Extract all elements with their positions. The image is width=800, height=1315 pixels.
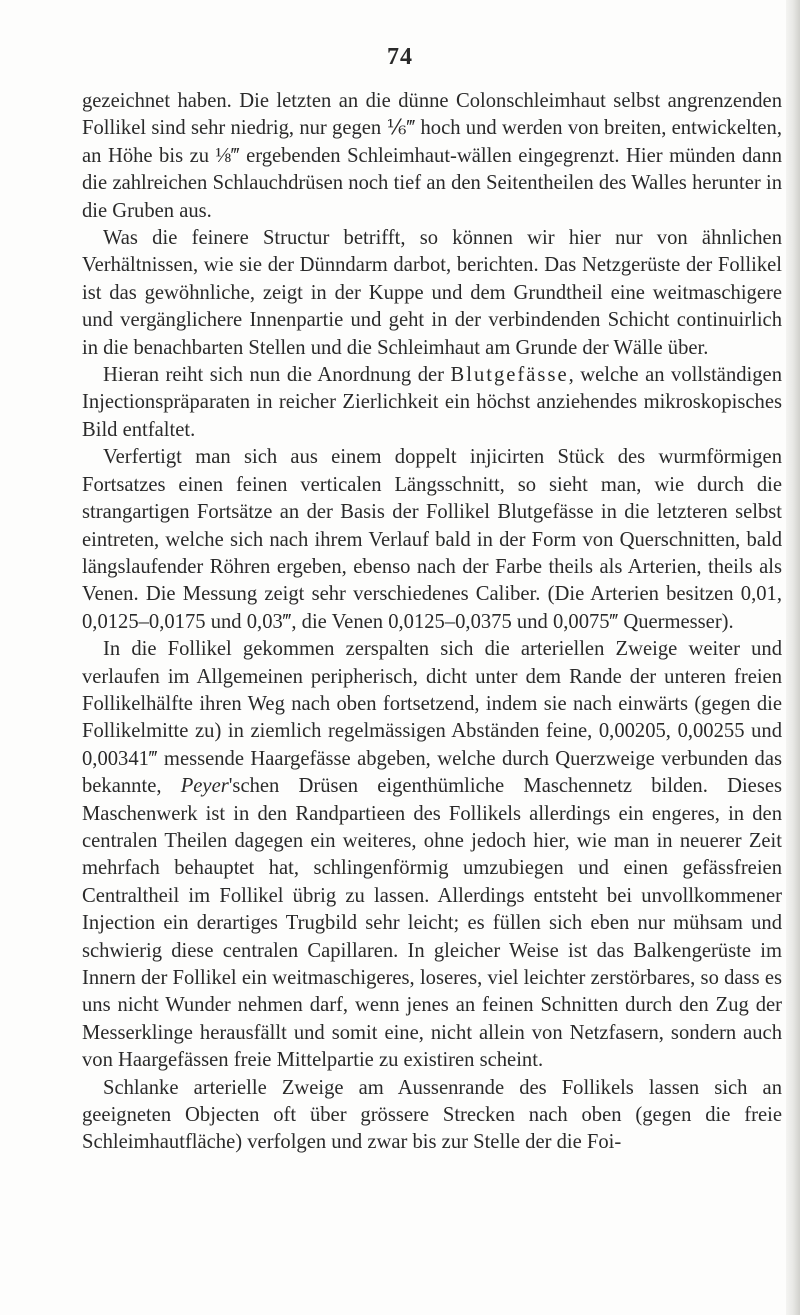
name-peyer: Peyer xyxy=(180,775,229,798)
paragraph-2: Was die feinere Structur betrifft, so können wir hier nur von ähnlichen Verhältnissen, wie sie der Dünndarm darbot, berichten. Das Netzgerüste der Follikel ist das gewöhnliche, zeigt in der Kuppe und dem Grundtheil eine weitmaschigere und vergänglichere Innenpartie und geht in der verbindenden Schicht continuirlich in die benachbarten Stellen und die Schleimhaut am Grunde der Wälle über. xyxy=(82,227,782,359)
paragraph-3 xyxy=(82,362,782,444)
paragraph-1: gezeichnet haben. Die letzten an die dünne Colonschleimhaut selbst angrenzenden Follikel sind sehr niedrig, nur gegen ⅙‴ hoch und werden von breiten, entwickelten, an Höhe bis zu ⅛‴ ergebenden Schleimhaut-wällen eingegrenzt. Hier münden dann die zahlreichen Schlauchdrüsen noch tief an den Seitentheilen des Walles herunter in die Gruben aus. xyxy=(82,90,782,222)
paragraph-4: Verfertigt man sich aus einem doppelt injicirten Stück des wurmförmigen Fortsatzes einen feinen verticalen Längsschnitt, so sieht man, wie durch die strangartigen Fortsätze an der Basis der Follikel Blutgefässe in die letzteren selbst eintreten, welche sich nach ihrem Verlauf bald in der Form von Querschnitten, bald längslaufender Röhren ergeben, ebenso nach der Farbe theils als Arterien, theils als Venen. Die Messung zeigt sehr verschiedenes Caliber. (Die Arterien besitzen 0,01, 0,0125–0,0175 und 0,03‴, die Venen 0,0125–0,0375 und 0,0075‴ Quermesser). xyxy=(82,446,782,633)
page-number: 74 xyxy=(387,44,413,70)
body-text xyxy=(82,88,782,1157)
paragraph-5-start: In die Follikel gekommen zerspalten sich die arteriellen Zweige weiter und verlaufen im Allgemeinen peripherisch, dicht unter dem Rande der unteren freien Follikelhälfte ihren Weg nach oben fortsetzend, indem sie nach einwärts (gegen die Follikelmitte zu) in ziemlich regelmässigen Abständen feine, 0,00205, 0,00255 und 0,00341‴ messende Haargefässe abgeben, welche durch Querzweige verbunden das bekannte, xyxy=(82,638,782,798)
paragraph-6: Schlanke arterielle Zweige am Aussenrande des Follikels lassen sich an geeigneten Objecten oft über grössere Strecken nach oben (gegen die freie Schleimhautfläche) verfolgen und zwar bis zur Stelle der die Foi- xyxy=(82,1076,782,1154)
paragraph-5 xyxy=(82,636,782,1075)
page-edge-shadow xyxy=(786,0,800,1315)
paragraph-3-start: Hieran reiht sich nun die Anordnung der xyxy=(103,364,451,387)
paragraph-3-end: , welche an vollständigen Injectionspräparaten in reicher Zierlichkeit ein höchst anziehendes mikroskopisches Bild entfaltet. xyxy=(82,364,782,441)
term-blutgefaesse: Blutgefässe xyxy=(450,364,569,387)
paragraph-5-end: 'schen Drüsen eigenthümliche Maschennetz bilden. Dieses Maschenwerk ist in den Randpartieen des Follikels allerdings ein engeres, in den centralen Theilen dagegen ein weiteres, ohne jedoch hier, wie man in neuerer Zeit mehrfach behauptet hat, schlingenförmig umzubiegen und einen gefässfreien Centraltheil im Follikel übrig zu lassen. Allerdings entsteht bei unvollkommener Injection ein derartiges Trugbild sehr leicht; es füllen sich eben nur mühsam und schwierig diese centralen Capillaren. In gleicher Weise ist das Balkengerüste im Innern der Follikel ein weitmaschigeres, loseres, viel leichter zerstörbares, so dass es uns nicht Wunder nehmen darf, wenn jenes an feinen Schnitten durch den Zug der Messerklinge herausfällt und somit eine, nicht allein von Netzfasern, sondern auch von Haargefässen freie Mittelpartie zu existiren scheint. xyxy=(82,775,782,1072)
